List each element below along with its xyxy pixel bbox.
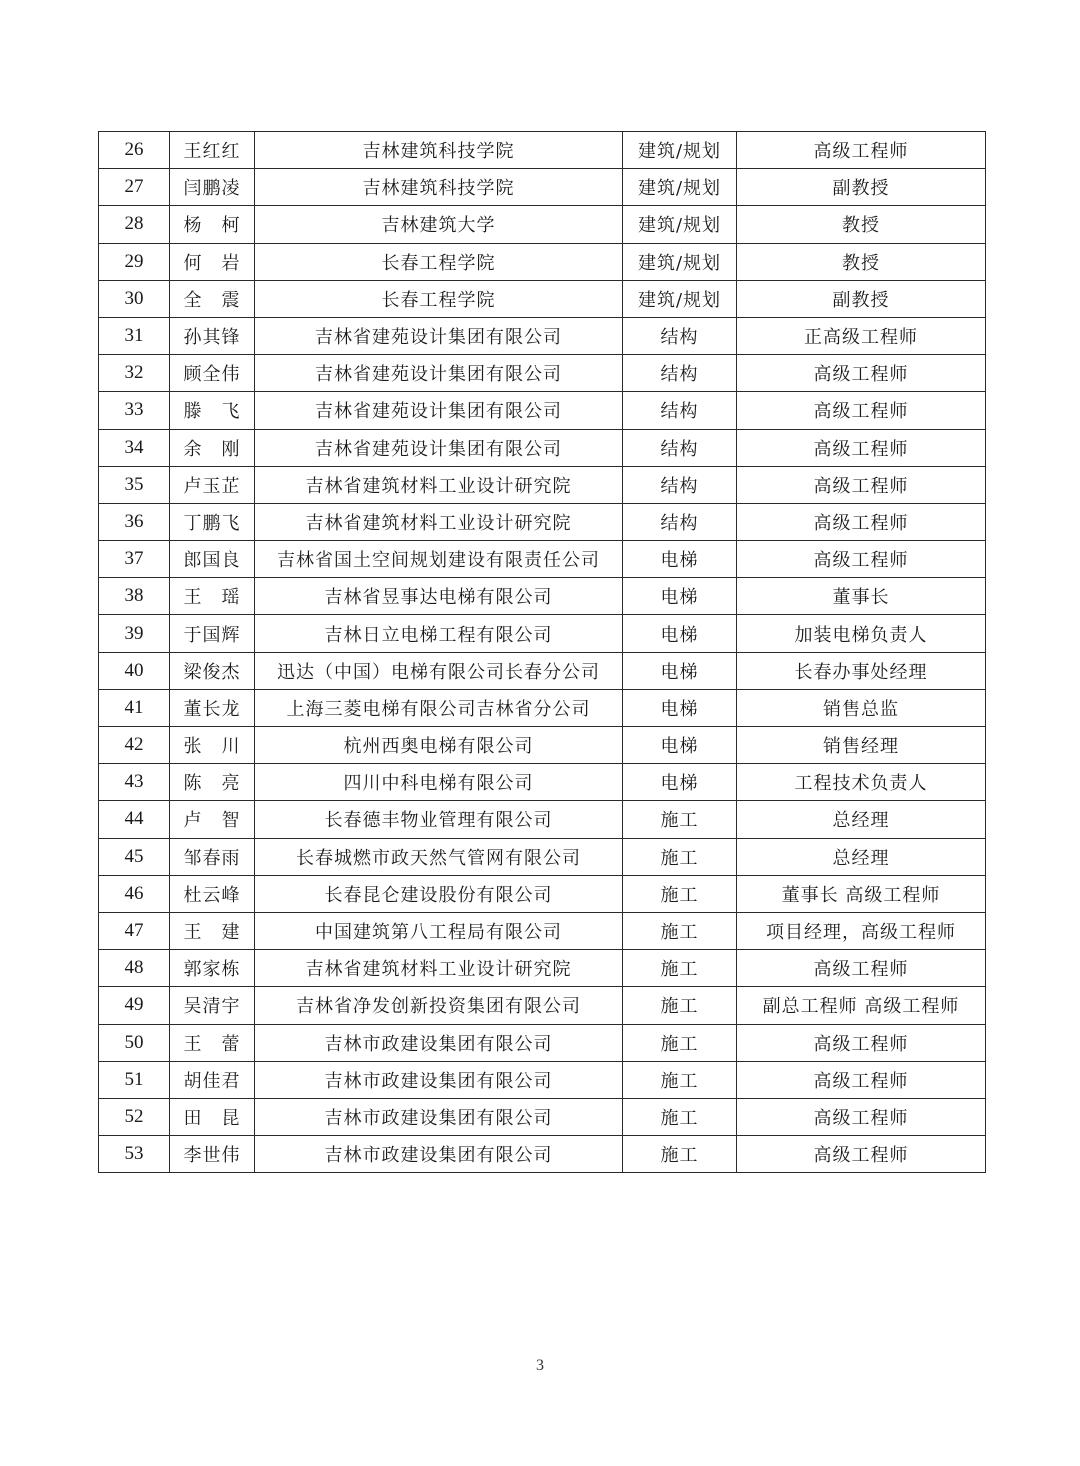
cell-name: 张 川 — [170, 727, 255, 764]
cell-organization: 中国建筑第八工程局有限公司 — [255, 912, 623, 949]
cell-number: 34 — [99, 429, 170, 466]
table-row — [99, 764, 986, 801]
cell-organization: 四川中科电梯有限公司 — [255, 764, 623, 801]
cell-number: 43 — [99, 764, 170, 801]
cell-name: 全 震 — [170, 280, 255, 317]
table-row — [99, 578, 986, 615]
cell-number: 38 — [99, 578, 170, 615]
cell-field: 建筑/规划 — [623, 206, 737, 243]
cell-title: 董事长 — [737, 578, 986, 615]
table-row — [99, 1024, 986, 1061]
cell-title: 高级工程师 — [737, 1061, 986, 1098]
cell-title: 销售经理 — [737, 727, 986, 764]
cell-name: 梁俊杰 — [170, 652, 255, 689]
cell-name: 董长龙 — [170, 689, 255, 726]
cell-name: 胡佳君 — [170, 1061, 255, 1098]
cell-field: 施工 — [623, 912, 737, 949]
table-row — [99, 541, 986, 578]
cell-field: 电梯 — [623, 615, 737, 652]
cell-organization: 吉林省建筑材料工业设计研究院 — [255, 950, 623, 987]
cell-number: 40 — [99, 652, 170, 689]
cell-number: 53 — [99, 1136, 170, 1173]
cell-number: 42 — [99, 727, 170, 764]
table-row — [99, 652, 986, 689]
cell-name: 吴清宇 — [170, 987, 255, 1024]
table-row — [99, 206, 986, 243]
cell-field: 电梯 — [623, 689, 737, 726]
table-row — [99, 912, 986, 949]
cell-number: 26 — [99, 132, 170, 169]
table-row — [99, 317, 986, 354]
cell-name: 郭家栋 — [170, 950, 255, 987]
cell-number: 32 — [99, 355, 170, 392]
cell-name: 王 瑶 — [170, 578, 255, 615]
cell-name: 顾全伟 — [170, 355, 255, 392]
cell-name: 邹春雨 — [170, 838, 255, 875]
cell-number: 44 — [99, 801, 170, 838]
cell-organization: 长春昆仑建设股份有限公司 — [255, 875, 623, 912]
table-row — [99, 1061, 986, 1098]
cell-name: 杨 柯 — [170, 206, 255, 243]
cell-organization: 吉林省建苑设计集团有限公司 — [255, 429, 623, 466]
cell-title: 教授 — [737, 206, 986, 243]
cell-organization: 长春工程学院 — [255, 280, 623, 317]
cell-number: 30 — [99, 280, 170, 317]
cell-name: 于国辉 — [170, 615, 255, 652]
cell-name: 郎国良 — [170, 541, 255, 578]
cell-title: 高级工程师 — [737, 355, 986, 392]
table-row — [99, 355, 986, 392]
cell-field: 结构 — [623, 317, 737, 354]
table-row — [99, 429, 986, 466]
table-row — [99, 392, 986, 429]
cell-field: 结构 — [623, 466, 737, 503]
cell-organization: 吉林市政建设集团有限公司 — [255, 1061, 623, 1098]
cell-number: 27 — [99, 169, 170, 206]
cell-title: 工程技术负责人 — [737, 764, 986, 801]
cell-field: 电梯 — [623, 578, 737, 615]
cell-name: 王 建 — [170, 912, 255, 949]
table-row — [99, 689, 986, 726]
cell-field: 施工 — [623, 838, 737, 875]
table-row — [99, 727, 986, 764]
table-row — [99, 503, 986, 540]
cell-organization: 吉林省建苑设计集团有限公司 — [255, 355, 623, 392]
cell-field: 施工 — [623, 950, 737, 987]
cell-field: 结构 — [623, 503, 737, 540]
cell-field: 结构 — [623, 392, 737, 429]
cell-title: 高级工程师 — [737, 503, 986, 540]
cell-organization: 吉林省昱事达电梯有限公司 — [255, 578, 623, 615]
cell-title: 长春办事处经理 — [737, 652, 986, 689]
cell-organization: 吉林日立电梯工程有限公司 — [255, 615, 623, 652]
cell-organization: 吉林市政建设集团有限公司 — [255, 1136, 623, 1173]
table-row — [99, 875, 986, 912]
cell-name: 王红红 — [170, 132, 255, 169]
cell-name: 卢玉芷 — [170, 466, 255, 503]
cell-number: 29 — [99, 243, 170, 280]
cell-name: 滕 飞 — [170, 392, 255, 429]
cell-organization: 长春德丰物业管理有限公司 — [255, 801, 623, 838]
cell-number: 31 — [99, 317, 170, 354]
cell-number: 50 — [99, 1024, 170, 1061]
cell-field: 建筑/规划 — [623, 132, 737, 169]
cell-organization: 吉林建筑科技学院 — [255, 169, 623, 206]
table-row — [99, 466, 986, 503]
cell-organization: 吉林建筑大学 — [255, 206, 623, 243]
cell-field: 施工 — [623, 1024, 737, 1061]
cell-number: 39 — [99, 615, 170, 652]
cell-name: 田 昆 — [170, 1098, 255, 1135]
cell-name: 陈 亮 — [170, 764, 255, 801]
cell-field: 施工 — [623, 1136, 737, 1173]
cell-organization: 迅达（中国）电梯有限公司长春分公司 — [255, 652, 623, 689]
cell-title: 高级工程师 — [737, 950, 986, 987]
cell-title: 高级工程师 — [737, 541, 986, 578]
cell-number: 47 — [99, 912, 170, 949]
cell-name: 王 蕾 — [170, 1024, 255, 1061]
cell-organization: 吉林省建筑材料工业设计研究院 — [255, 466, 623, 503]
table-row — [99, 801, 986, 838]
cell-organization: 长春工程学院 — [255, 243, 623, 280]
cell-title: 董事长 高级工程师 — [737, 875, 986, 912]
cell-title: 高级工程师 — [737, 429, 986, 466]
page-number: 3 — [536, 1357, 544, 1374]
table-row — [99, 987, 986, 1024]
cell-field: 施工 — [623, 801, 737, 838]
cell-organization: 杭州西奥电梯有限公司 — [255, 727, 623, 764]
cell-title: 总经理 — [737, 801, 986, 838]
table-row — [99, 950, 986, 987]
cell-field: 电梯 — [623, 652, 737, 689]
cell-name: 孙其锋 — [170, 317, 255, 354]
cell-title: 高级工程师 — [737, 1098, 986, 1135]
cell-title: 副教授 — [737, 169, 986, 206]
cell-title: 高级工程师 — [737, 132, 986, 169]
cell-title: 副教授 — [737, 280, 986, 317]
cell-name: 李世伟 — [170, 1136, 255, 1173]
table-row — [99, 1098, 986, 1135]
cell-title: 副总工程师 高级工程师 — [737, 987, 986, 1024]
cell-number: 28 — [99, 206, 170, 243]
cell-title: 销售总监 — [737, 689, 986, 726]
cell-title: 教授 — [737, 243, 986, 280]
table-row — [99, 615, 986, 652]
cell-organization: 吉林省国土空间规划建设有限责任公司 — [255, 541, 623, 578]
cell-title: 加装电梯负责人 — [737, 615, 986, 652]
cell-name: 丁鹏飞 — [170, 503, 255, 540]
cell-name: 余 刚 — [170, 429, 255, 466]
cell-organization: 吉林省建苑设计集团有限公司 — [255, 317, 623, 354]
cell-number: 35 — [99, 466, 170, 503]
cell-field: 施工 — [623, 987, 737, 1024]
cell-number: 52 — [99, 1098, 170, 1135]
cell-title: 正高级工程师 — [737, 317, 986, 354]
cell-field: 施工 — [623, 1061, 737, 1098]
cell-organization: 长春城燃市政天然气管网有限公司 — [255, 838, 623, 875]
cell-name: 闫鹏凌 — [170, 169, 255, 206]
cell-number: 33 — [99, 392, 170, 429]
cell-title: 高级工程师 — [737, 1136, 986, 1173]
cell-number: 48 — [99, 950, 170, 987]
cell-organization: 吉林省净发创新投资集团有限公司 — [255, 987, 623, 1024]
cell-organization: 吉林市政建设集团有限公司 — [255, 1024, 623, 1061]
cell-field: 施工 — [623, 1098, 737, 1135]
cell-title: 高级工程师 — [737, 392, 986, 429]
cell-name: 卢 智 — [170, 801, 255, 838]
expert-list-table — [98, 131, 986, 1173]
cell-name: 杜云峰 — [170, 875, 255, 912]
cell-organization: 吉林建筑科技学院 — [255, 132, 623, 169]
table-row — [99, 243, 986, 280]
cell-field: 电梯 — [623, 727, 737, 764]
table-row — [99, 1136, 986, 1173]
cell-number: 45 — [99, 838, 170, 875]
table-row — [99, 838, 986, 875]
cell-field: 建筑/规划 — [623, 243, 737, 280]
cell-number: 49 — [99, 987, 170, 1024]
cell-number: 46 — [99, 875, 170, 912]
cell-number: 36 — [99, 503, 170, 540]
cell-title: 项目经理，高级工程师 — [737, 912, 986, 949]
cell-number: 51 — [99, 1061, 170, 1098]
table-row — [99, 280, 986, 317]
cell-organization: 上海三菱电梯有限公司吉林省分公司 — [255, 689, 623, 726]
cell-field: 结构 — [623, 429, 737, 466]
cell-organization: 吉林市政建设集团有限公司 — [255, 1098, 623, 1135]
cell-title: 高级工程师 — [737, 466, 986, 503]
cell-title: 高级工程师 — [737, 1024, 986, 1061]
cell-name: 何 岩 — [170, 243, 255, 280]
cell-organization: 吉林省建筑材料工业设计研究院 — [255, 503, 623, 540]
cell-field: 电梯 — [623, 541, 737, 578]
cell-field: 建筑/规划 — [623, 169, 737, 206]
cell-field: 结构 — [623, 355, 737, 392]
cell-field: 电梯 — [623, 764, 737, 801]
cell-title: 总经理 — [737, 838, 986, 875]
cell-number: 41 — [99, 689, 170, 726]
cell-number: 37 — [99, 541, 170, 578]
cell-organization: 吉林省建苑设计集团有限公司 — [255, 392, 623, 429]
table-row — [99, 132, 986, 169]
table-body — [99, 132, 986, 1173]
table-row — [99, 169, 986, 206]
cell-field: 建筑/规划 — [623, 280, 737, 317]
cell-field: 施工 — [623, 875, 737, 912]
